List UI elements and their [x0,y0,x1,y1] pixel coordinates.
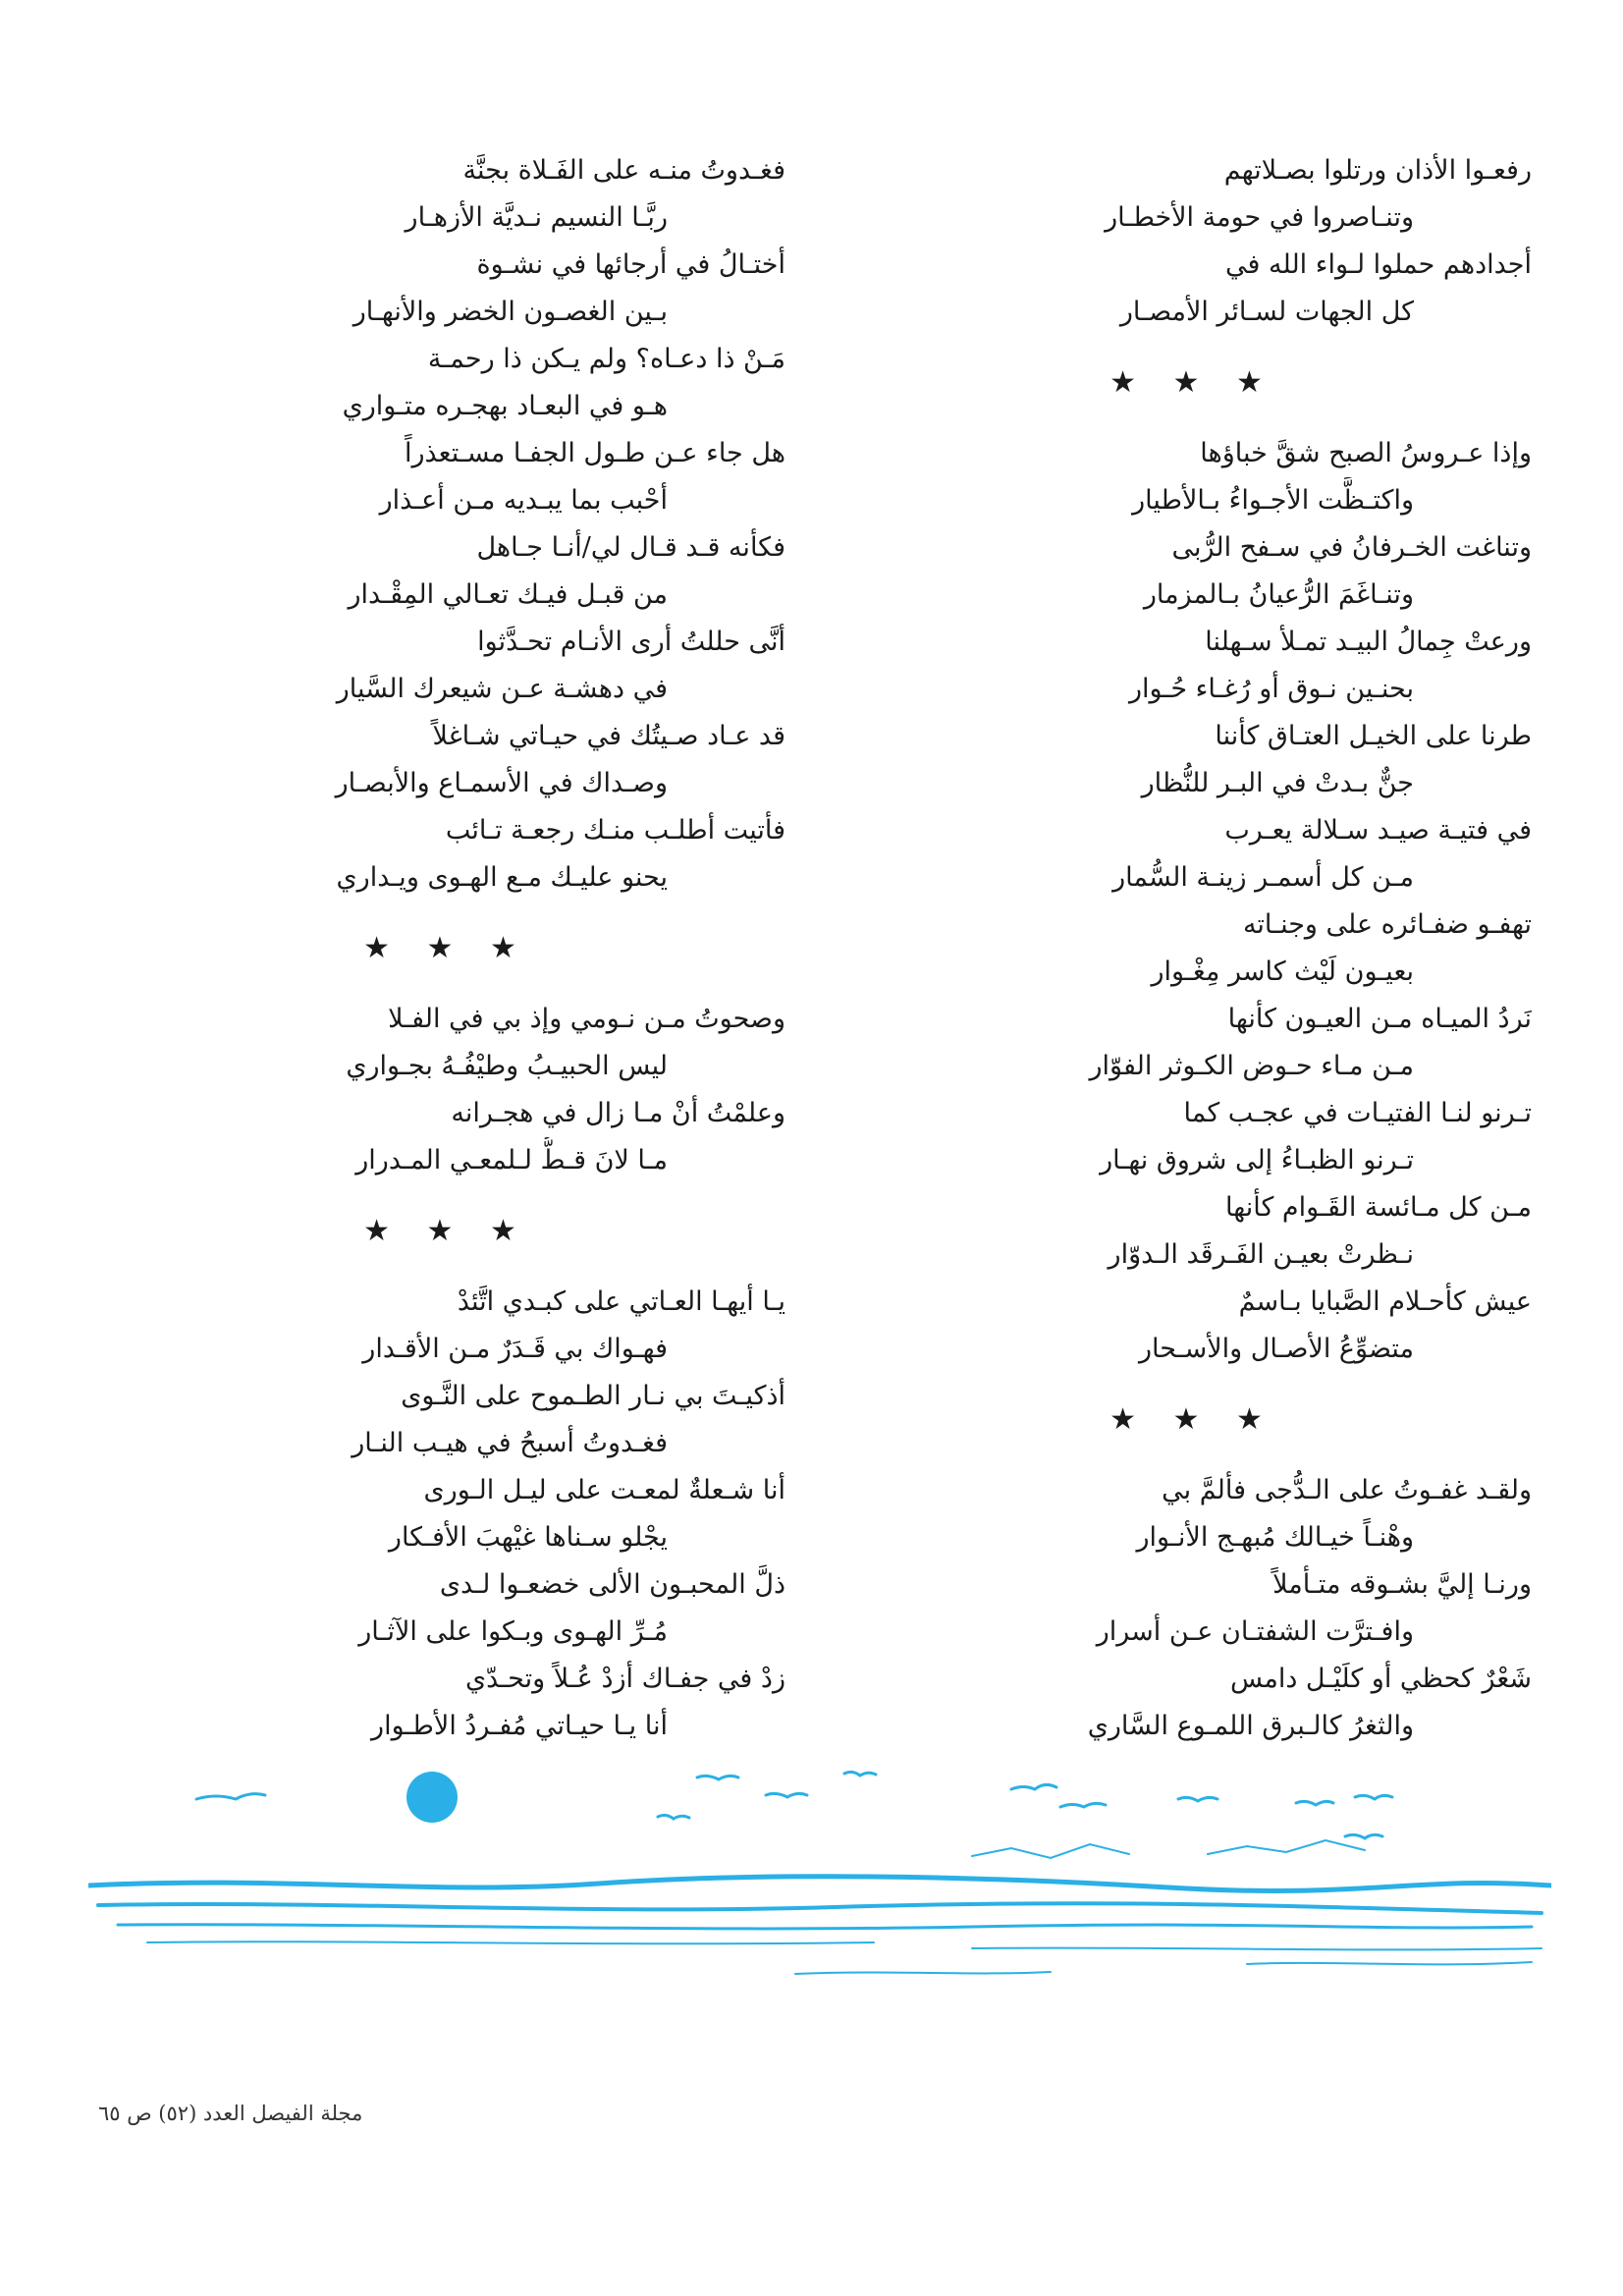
verse-second-hemistich: وصـداك في الأسمـاع والأبصـار [335,768,668,798]
verse-second-hemistich: كل الجهات لسـائر الأمصـار [1119,297,1414,327]
verse-second-hemistich: جنٌّ بـدتْ في البـر للنُّظار [1141,768,1414,798]
verse-second-hemistich: أحْبب بما يبـديه مـن أعـذار [379,485,668,516]
verse-second-hemistich: بعيـون لَيْث كاسر مِغْـوار [1151,957,1414,987]
verse-first-hemistich: مـن كل مـائسة القَـوام كأنها [1225,1192,1532,1223]
bird-icon [1296,1801,1333,1805]
verse-first-hemistich: ولقـد غفـوتُ على الـدُّجى فألمَّ بي [1162,1475,1532,1505]
bird-icon [844,1772,876,1776]
verse-second-hemistich: أنا يـا حيـاتي مُفـردُ الأطـوار [371,1711,668,1741]
verse-first-hemistich: وتناغت الخـرفانُ في سـفح الرُّبى [1171,532,1532,563]
verse-second-hemistich: وتنـاصروا في حومة الأخطـار [1105,202,1414,233]
verse-first-hemistich: قد عـاد صـيتُك في حيـاتي شـاغلاً [432,721,785,751]
verse-first-hemistich: فغـدوتُ منـه على الفَـلاة بجنَّة [462,155,785,186]
stanza-separator: ★ ★ ★ [363,1214,530,1248]
verse-first-hemistich: هل جاء عـن طـول الجفـا مسـتعذراً [404,438,785,468]
seascape-illustration [88,1738,1551,1994]
verse-first-hemistich: في فتيـة صيـد سـلالة يعـرب [1224,815,1532,846]
verse-second-hemistich: بـين الغصـون الخضر والأنهـار [352,297,668,327]
poem-column-left [108,147,785,1750]
verse-second-hemistich: مُـرِّ الهـوى وبـكوا على الآثـار [358,1616,668,1647]
verse-first-hemistich: أنا شـعلةٌ لمعـت على ليـل الـورى [423,1475,785,1505]
verse-first-hemistich: وصحوتُ مـن نـومي وإذ بي في الفـلا [388,1004,785,1034]
bird-icon [658,1815,689,1819]
verse-second-hemistich: في دهشـة عـن شيعرك السَّيار [336,674,668,704]
page-footer: مجلة الفيصل العدد (٥٢) ص ٦٥ [98,2102,363,2125]
verse-second-hemistich: مـا لانَ قـطُّ لـلمعـي المـدرار [355,1145,668,1175]
verse-second-hemistich: هـو في البعـاد بهجـره متـواري [342,391,668,421]
bird-icon [1011,1784,1056,1789]
verse-first-hemistich: ذلَّ المحبـون الألى خضعـوا لـدى [439,1569,785,1600]
bird-icon [196,1794,265,1799]
verse-first-hemistich: تهفـو ضفـائره على وجنـاته [1242,909,1532,940]
stanza-separator: ★ ★ ★ [1109,1402,1276,1437]
bird-icon [1345,1834,1382,1838]
bird-icon [697,1776,738,1779]
bird-icon [766,1793,807,1797]
verse-second-hemistich: فهـواك بي قَـدَرٌ مـن الأقـدار [362,1334,668,1364]
stanza-separator: ★ ★ ★ [1109,365,1276,400]
verse-first-hemistich: ورنـا إليَّ بشـوقه متـأملاً [1272,1569,1532,1600]
verse-second-hemistich: بحنـين نـوق أو رُغـاء حُـوار [1129,674,1414,704]
verse-second-hemistich: وهْنـاً خيـالك مُبهـج الأنـوار [1136,1522,1414,1553]
verse-first-hemistich: أذكيـتَ بي نـار الطـموح على النَّـوى [401,1381,785,1411]
bird-icon [1060,1803,1106,1807]
verse-first-hemistich: أختـالُ في أرجائها في نشـوة [476,249,785,280]
verse-second-hemistich: والثغرُ كالـبرق اللمـوع السَّاري [1087,1711,1414,1741]
verse-second-hemistich: من قبـل فيـك تعـالي المِقْـدار [348,579,668,610]
sun-icon [406,1772,458,1823]
stanza-separator: ★ ★ ★ [363,931,530,965]
verse-second-hemistich: فغـدوتُ أسبحُ في هيـب النـار [352,1428,668,1458]
verse-first-hemistich: مَـنْ ذا دعـاه؟ ولم يـكن ذا رحمـة [427,344,785,374]
verse-first-hemistich: فكأنه قـد قـال لي/أنـا جـاهل [476,532,785,563]
verse-first-hemistich: وإذا عـروسُ الصبح شقَّ خباؤها [1200,438,1532,468]
verse-second-hemistich: مـن مـاء حـوض الكـوثر الفوّار [1089,1051,1414,1081]
verse-first-hemistich: وعلمْتُ أنْ مـا زال في هجـرانه [451,1098,785,1128]
verse-first-hemistich: أنَّى حللتُ أرى الأنـام تحـدَّثوا [477,627,785,657]
verse-first-hemistich: أجدادهم حملوا لـواء الله في [1225,249,1532,280]
verse-second-hemistich: ليس الحبيـبُ وطيْفُـهُ بجـواري [346,1051,668,1081]
bird-icon [1355,1795,1392,1799]
verse-second-hemistich: يحنو عليـك مـع الهـوى ويـداري [336,862,668,893]
bird-icon [1178,1797,1217,1801]
verse-first-hemistich: نَردُ الميـاه مـن العيـون كأنها [1227,1004,1532,1034]
poem-column-right [854,147,1532,1750]
verse-second-hemistich: مـن كل أسمـر زينـة السُّمار [1112,862,1414,893]
verse-first-hemistich: زدْ في جفـاك أزدْ عُـلاً وتحـدّي [464,1664,785,1694]
verse-first-hemistich: شَعْرٌ كحظي أو كلَيْـل دامس [1229,1664,1532,1694]
verse-second-hemistich: يجْلو سـناها غيْهبَ الأفـكار [388,1522,668,1553]
verse-second-hemistich: متضوِّعُ الأصـال والأسـحار [1139,1334,1414,1364]
verse-first-hemistich: رفعـوا الأذان ورتلوا بصـلاتهم [1223,155,1532,186]
verse-first-hemistich: تـرنو لنـا الفتيـات في عجـب كما [1183,1098,1532,1128]
verse-second-hemistich: تـرنو الظبـاءُ إلى شروق نهـار [1100,1145,1414,1175]
verse-second-hemistich: نـظرتْ بعيـن الفَـرقَد الـدوّار [1108,1239,1414,1270]
verse-first-hemistich: طرنا على الخيـل العتـاق كأننا [1215,721,1532,751]
verse-first-hemistich: ورعتْ جِمالُ البيـد تمـلأ سـهلنا [1205,627,1532,657]
verse-first-hemistich: يـا أيهـا العـاتي على كبـدي اتَّئدْ [457,1286,785,1317]
verse-second-hemistich: وافـترَّت الشفتـان عـن أسرار [1096,1616,1414,1647]
verse-second-hemistich: ربَّـا النسيم نـديَّة الأزهـار [405,202,668,233]
verse-first-hemistich: فأتيت أطلـب منـك رجعـة تـائب [445,815,785,846]
verse-second-hemistich: واكتـظَّت الأجـواءُ بـالأطيار [1132,485,1414,516]
verse-first-hemistich: عيش كأحـلام الصَّبايا بـاسمٌ [1238,1286,1532,1317]
verse-second-hemistich: وتنـاغَمَ الرُّعيانُ بـالمزمار [1143,579,1414,610]
